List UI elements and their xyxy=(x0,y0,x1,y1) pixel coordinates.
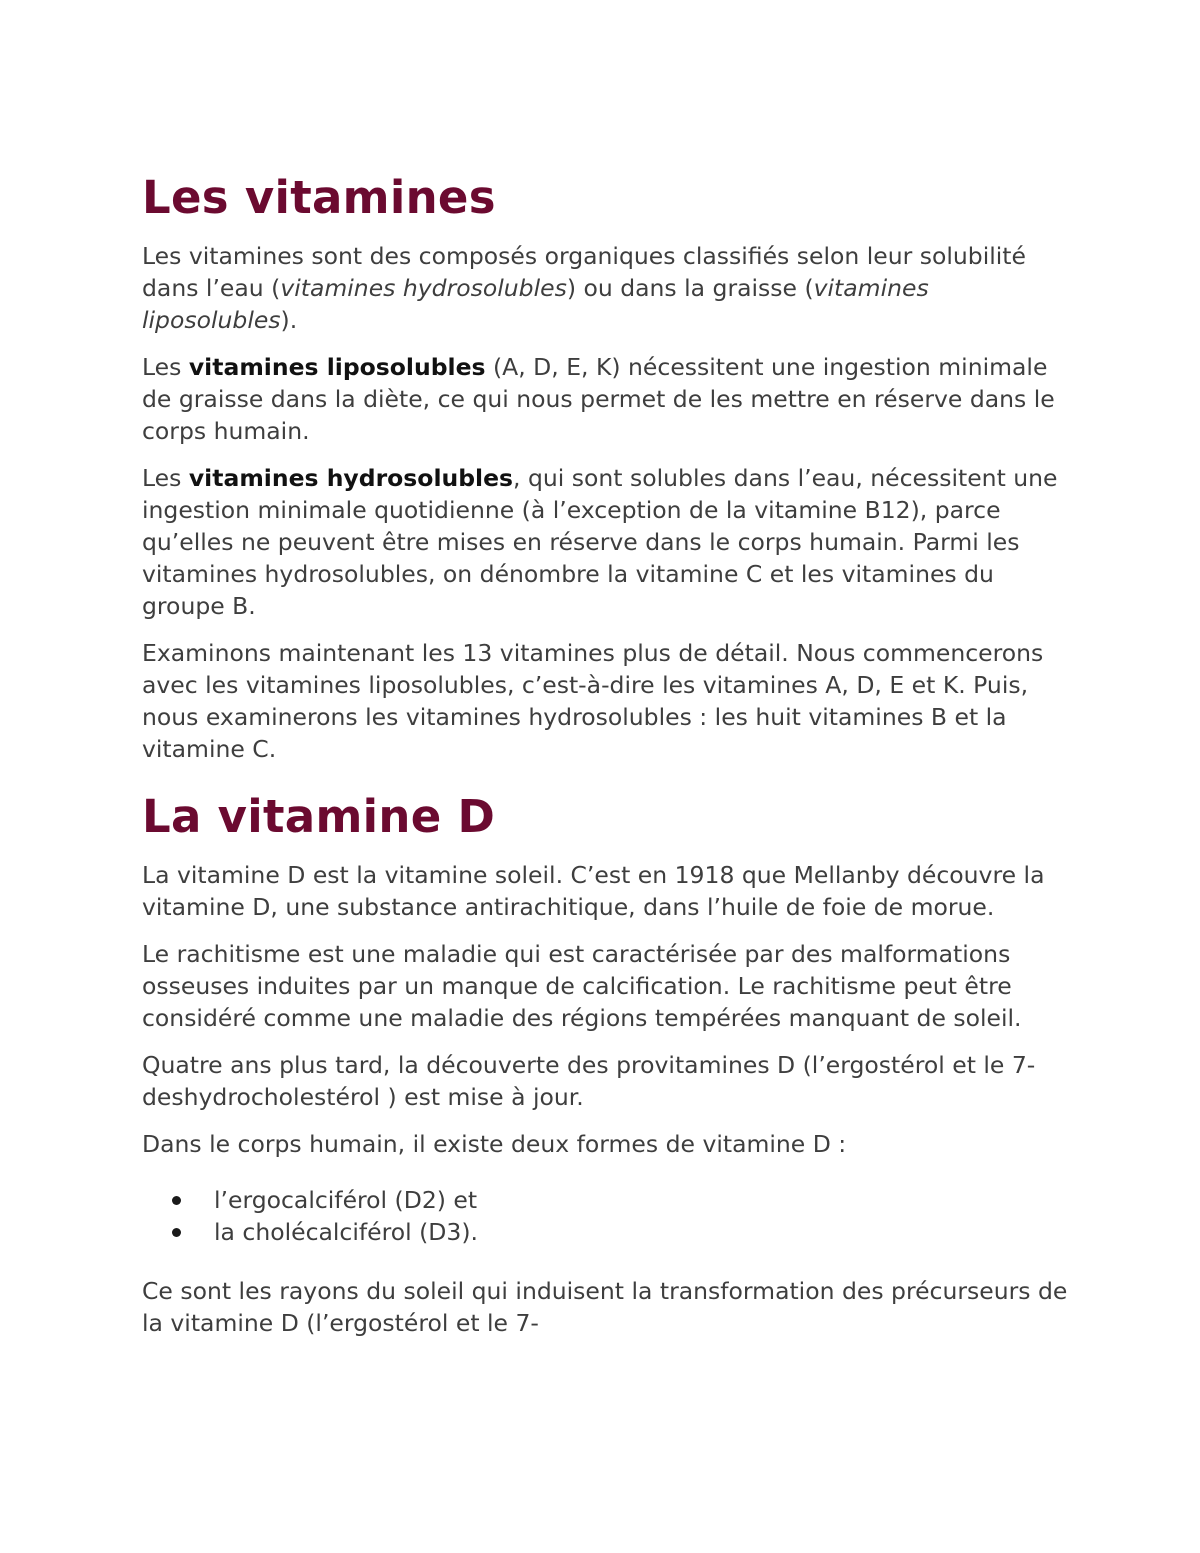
list-item-text: l’ergocalciférol (D2) et xyxy=(214,1186,478,1214)
paragraph-rayons-soleil: Ce sont les rayons du soleil qui induisent la transformation des précurseurs de la vitamine D (l’ergostérol et le 7- xyxy=(142,1277,1068,1337)
paragraph-intro xyxy=(142,240,1072,336)
bullet-icon xyxy=(172,1228,181,1237)
text-run: , qui sont solubles dans l’eau, nécessitent une ingestion minimale quotidienne (à l’exception de la vitamine B12), parce qu’elles ne peuvent être mises en réserve dans le corps humain. Parmi les vitamines hydrosolubles, on dénombre la vitamine C et les vitamines du groupe B. xyxy=(142,464,1058,620)
bullet-icon xyxy=(172,1196,181,1205)
paragraph-rachitisme: Le rachitisme est une maladie qui est caractérisée par des malformations osseuses induites par un manque de calcification. Le rachitisme peut être considéré comme une maladie des régions tempérées manquant de soleil. xyxy=(142,940,1022,1032)
paragraph-provitamines: Quatre ans plus tard, la découverte des provitamines D (l’ergostérol et le 7-deshydrocholestérol ) est mise à jour. xyxy=(142,1051,1036,1111)
paragraph-liposolubles xyxy=(142,351,1072,447)
bold-vitamines-liposolubles: vitamines liposolubles xyxy=(188,353,486,381)
heading-les-vitamines: Les vitamines xyxy=(142,171,496,224)
text-run: (A, D, E, K) nécessitent une ingestion minimale de graisse dans la diète, ce qui nous permet de les mettre en réserve dans le corps humain. xyxy=(142,353,1055,445)
paragraph-vitamine-soleil: La vitamine D est la vitamine soleil. C’est en 1918 que Mellanby découvre la vitamine D, une substance antirachitique, dans l’huile de foie de morue. xyxy=(142,861,1045,921)
document-page xyxy=(142,168,1072,1339)
text-run: ). xyxy=(280,306,298,334)
text-run: Les vitamines sont des composés organiques classifiés selon leur solubilité dans l’eau ( xyxy=(142,242,1026,302)
paragraph-hydrosolubles xyxy=(142,462,1072,622)
list-item xyxy=(172,1216,1072,1248)
italic-hydrosolubles: vitamines hydrosolubles xyxy=(280,274,567,302)
text-run: Les xyxy=(142,464,189,492)
text-run: Les xyxy=(142,353,189,381)
paragraph-examinons: Examinons maintenant les 13 vitamines plus de détail. Nous commencerons avec les vitamines liposolubles, c’est-à-dire les vitamines A, D, E et K. Puis, nous examinerons les vitamines hydrosolubles : les huit vitamines B et la vitamine C. xyxy=(142,639,1044,763)
list-vitamin-d-forms xyxy=(142,1184,1072,1248)
list-item-text: la cholécalciférol (D3). xyxy=(214,1218,478,1246)
paragraph-deux-formes: Dans le corps humain, il existe deux formes de vitamine D : xyxy=(142,1130,847,1158)
list-item xyxy=(172,1184,1072,1216)
heading-la-vitamine-d: La vitamine D xyxy=(142,790,496,843)
bold-vitamines-hydrosolubles: vitamines hydrosolubles xyxy=(188,464,514,492)
text-run: ) ou dans la graisse ( xyxy=(566,274,814,302)
italic-liposolubles: vitamines liposolubles xyxy=(142,274,929,334)
